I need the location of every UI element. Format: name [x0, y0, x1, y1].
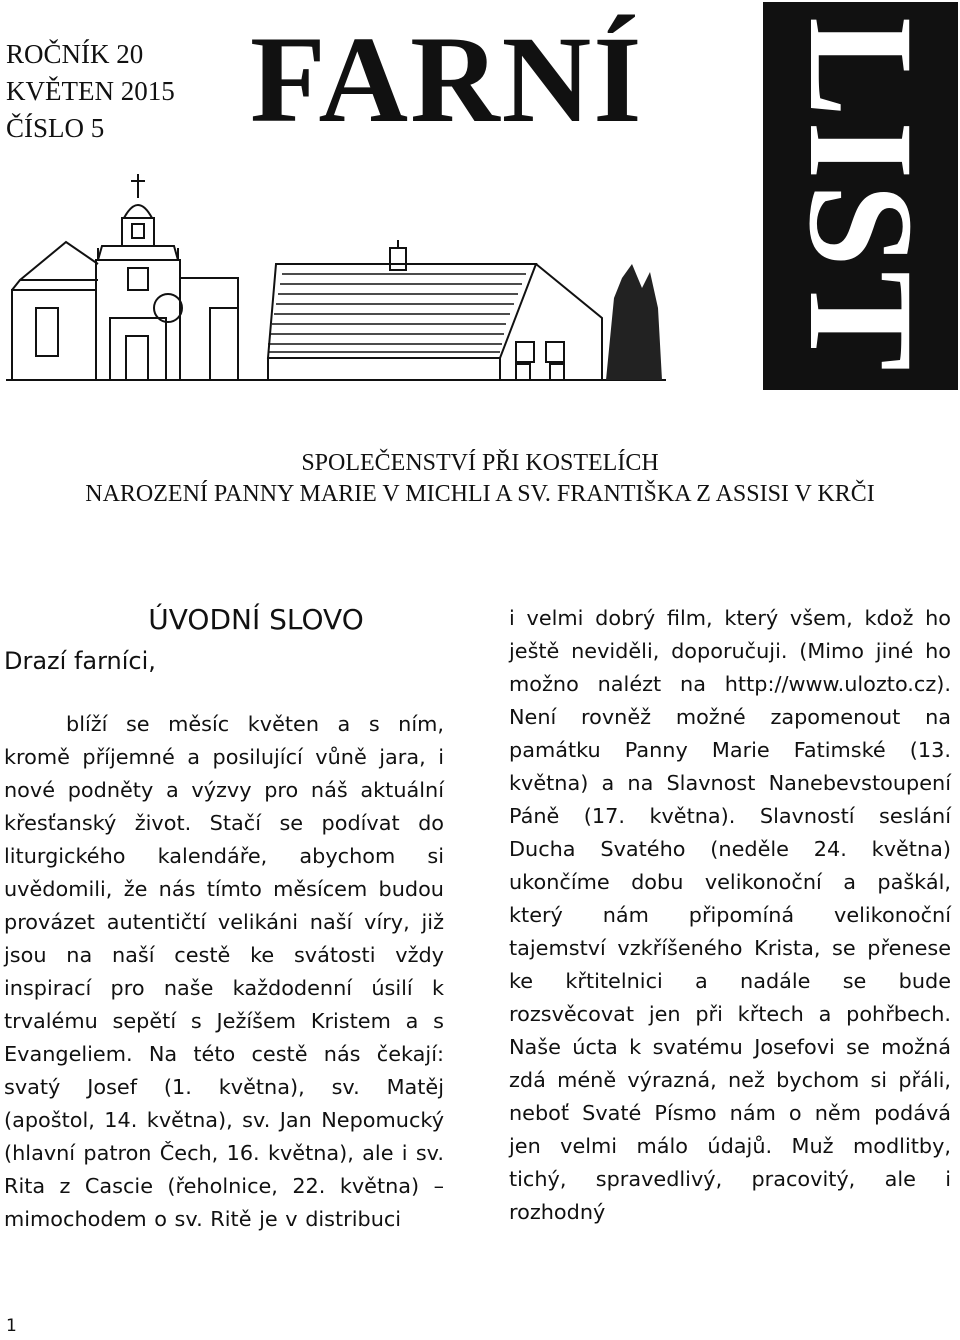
- two-churches-illustration: [6, 168, 666, 388]
- masthead-vertical-title: LIST: [777, 17, 944, 375]
- greeting: Drazí farníci,: [4, 647, 156, 675]
- masthead-side-box: [763, 2, 958, 390]
- article-text-right: i velmi dobrý film, který všem, kdož ho ještě neviděli, doporučuji. (Mimo jiné ho možno nalézt na http://www.ulozto.cz). Není rovněž možné zapomenout na památku Panny Marie Fatimské (13. května) a na Slavnost Nanebevstoupení Páně (17. května). Slavností seslání Ducha Svatého (neděle 24. května) ukončíme dobu velikonoční a paškál, který nám připomíná velikonoční tajemství vzkříšeného Krista, se přenese ke křtitelnici a nadále se bude rozsvěcovat jen při křtech a pohřbech. Naše úcta k svatému Josefovi se možná zdá méně výrazná, než bychom si přáli, neboť Svaté Písmo nám o něm podává jen velmi málo údajů. Muž modlitby, tichý, spravedlivý, pracovitý, ale i rozhodný: [509, 606, 951, 1224]
- section-heading: ÚVODNÍ SLOVO: [148, 603, 364, 636]
- community-line-1: SPOLEČENSTVÍ PŘI KOSTELÍCH: [301, 450, 659, 476]
- issue-volume: ROČNÍK 20: [6, 39, 144, 69]
- community-line-2: NAROZENÍ PANNY MARIE V MICHLI A SV. FRANTIŠKA Z ASSISI V KRČI: [85, 481, 875, 507]
- article-text-left: blíží se měsíc květen a s ním, kromě příjemné a posilující vůně jara, i nové podněty a výzvy pro náš aktuální křesťanský život. Stačí se podívat do liturgického kalendáře, abychom si uvědomili, že nás tímto měsícem budou provázet autentičtí velikáni naší víry, již jsou na naší cestě ke svátosti vždy inspirací pro naše každodenní úsilí k trvalému sepětí s Ježíšem Kristem a s Evangeliem. Na této cestě nás čekají: svatý Josef (1. května), sv. Matěj (apoštol, 14. května), sv. Jan Nepomucký (hlavní patron Čech, 16. května), ale i sv. Rita z Cascie (řeholnice, 22. května) – mimochodem o sv. Ritě je v distribuci: [4, 712, 444, 1231]
- article-left-column: [4, 600, 444, 1236]
- page-number: 1: [6, 1316, 17, 1336]
- issue-info: [6, 36, 175, 147]
- article-right-column: [509, 602, 951, 1229]
- masthead-title: FARNÍ: [250, 11, 644, 148]
- issue-number: ČÍSLO 5: [6, 113, 105, 143]
- issue-month: KVĚTEN 2015: [6, 76, 175, 106]
- community-title: [0, 448, 960, 510]
